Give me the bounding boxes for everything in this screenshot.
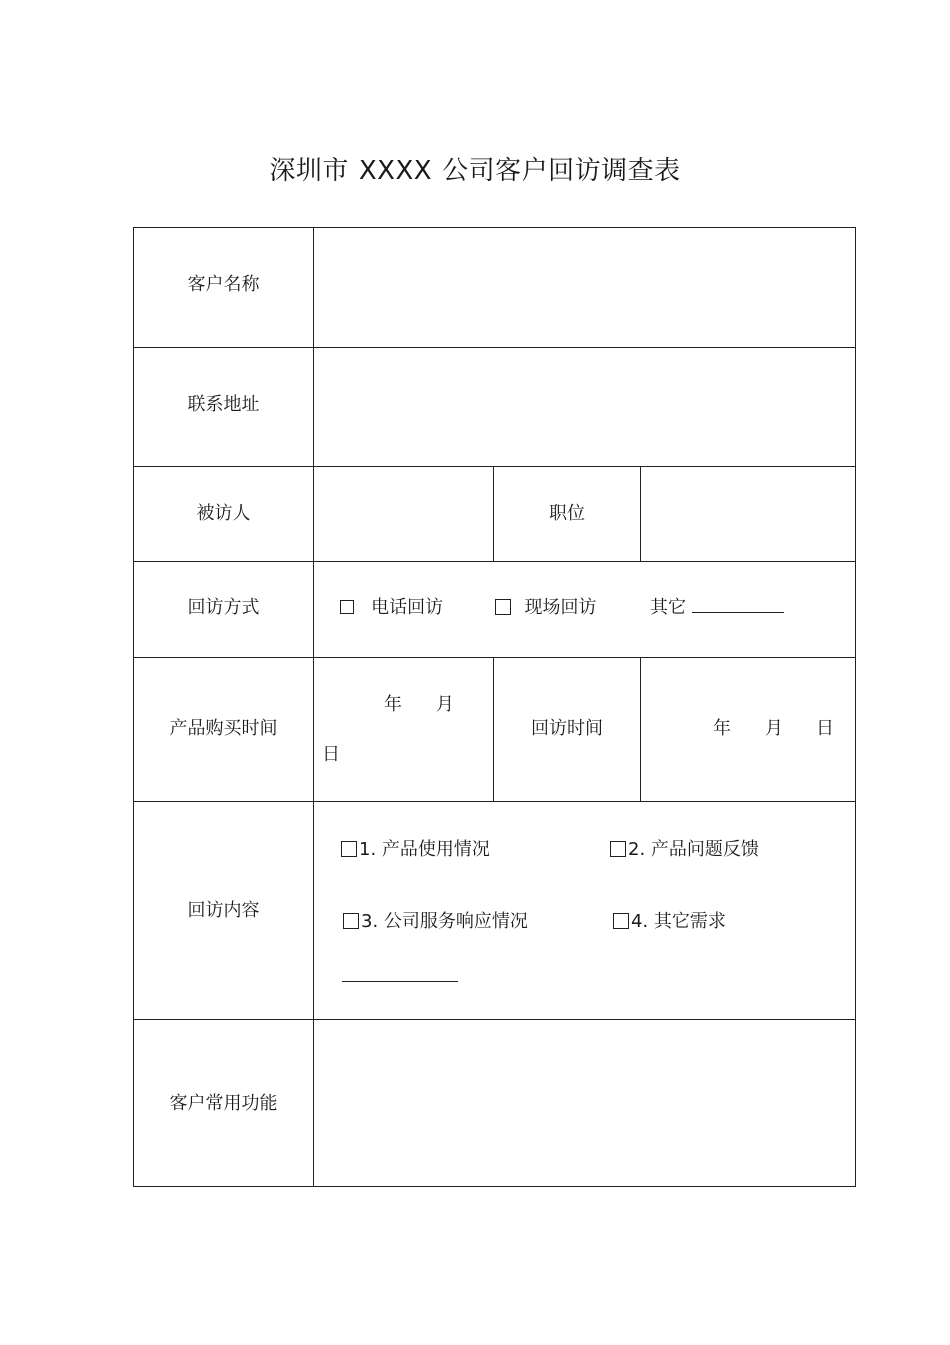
checkbox[interactable] (613, 913, 629, 929)
interviewee-field[interactable] (314, 467, 493, 561)
content-option-4-label: 4. 其它需求 (631, 911, 726, 932)
title-suffix: 公司客户回访调查表 (442, 156, 681, 186)
content-option-2[interactable] (610, 839, 759, 861)
visit-method-label: 回访方式 (187, 597, 260, 618)
table-border-bottom (133, 1186, 856, 1187)
purchase-month: 月 (436, 694, 454, 715)
visit-time-label: 回访时间 (531, 718, 603, 739)
title-prefix: 深圳市 (269, 156, 349, 186)
title-company: XXXX (358, 156, 433, 186)
purchase-time-label: 产品购买时间 (169, 718, 278, 739)
option-phone-visit-label: 电话回访 (371, 597, 444, 618)
checkbox[interactable] (340, 600, 354, 614)
purchase-day: 日 (322, 744, 340, 765)
visit-month: 月 (765, 718, 783, 739)
purchase-year: 年 (384, 694, 402, 715)
row-divider (133, 801, 856, 802)
table-border-left (133, 227, 134, 1187)
option-onsite-visit-label: 现场回访 (524, 597, 597, 618)
position-field[interactable] (641, 467, 855, 561)
page-title (0, 150, 950, 187)
content-option-1[interactable] (341, 839, 490, 861)
address-field[interactable] (314, 348, 855, 466)
frequent-features-label: 客户常用功能 (169, 1093, 278, 1114)
content-option-3-label: 3. 公司服务响应情况 (361, 911, 528, 932)
content-option-2-label: 2. 产品问题反馈 (628, 839, 759, 860)
cell-divider (640, 657, 641, 802)
content-option-1-label: 1. 产品使用情况 (359, 839, 490, 860)
interviewee-label: 被访人 (196, 503, 251, 524)
customer-name-field[interactable] (314, 228, 855, 347)
checkbox[interactable] (343, 913, 359, 929)
frequent-features-field[interactable] (314, 1020, 855, 1186)
checkbox[interactable] (495, 599, 511, 615)
checkbox[interactable] (341, 841, 357, 857)
visit-day: 日 (816, 718, 834, 739)
address-label: 联系地址 (187, 394, 260, 415)
other-needs-blank-line[interactable] (342, 981, 458, 982)
option-onsite-visit[interactable] (495, 597, 596, 619)
other-blank-line[interactable] (692, 598, 784, 613)
checkbox[interactable] (610, 841, 626, 857)
table-border-right (855, 227, 856, 1187)
content-option-3[interactable] (343, 911, 528, 933)
visit-content-label: 回访内容 (187, 900, 260, 921)
option-other[interactable] (650, 597, 784, 619)
position-label: 职位 (549, 503, 585, 524)
content-option-4[interactable] (613, 911, 726, 933)
visit-year: 年 (713, 718, 731, 739)
option-other-label: 其它 (650, 597, 686, 618)
option-phone-visit[interactable] (340, 597, 443, 619)
row-divider (133, 657, 856, 658)
row-divider (133, 561, 856, 562)
customer-name-label: 客户名称 (187, 274, 260, 295)
